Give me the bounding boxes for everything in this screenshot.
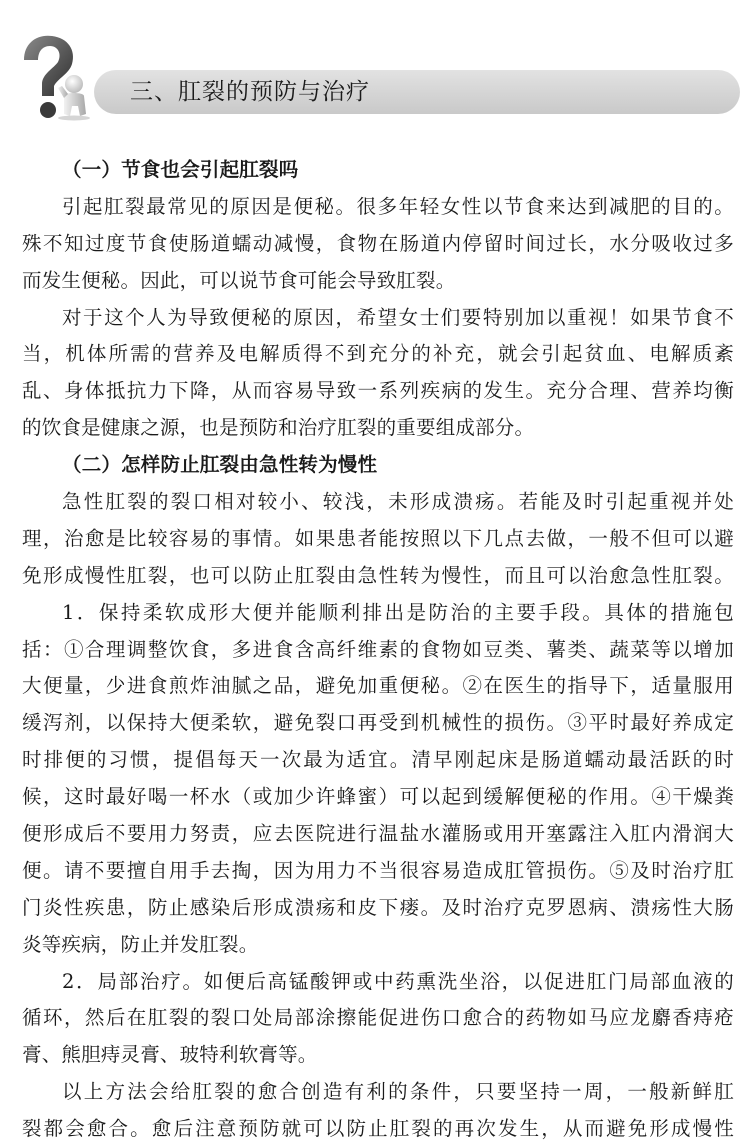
text-line: 急性肛裂的裂口相对较小、较浅，未形成溃疡。若能及时引起重视并处 (62, 490, 734, 514)
text-line: 而发生便秘。因此，可以说节食可能会导致肛裂。 (22, 268, 456, 292)
text-line: 1．保持柔软成形大便并能顺利排出是防治的主要手段。具体的措施包 (62, 600, 734, 624)
subsection-heading: （一）节食也会引起肛裂吗 (62, 158, 299, 181)
text-line: 裂都会愈合。愈后注意预防就可以防止肛裂的再次发生，从而避免形成慢性 (22, 1117, 734, 1141)
text-line: 理，治愈是比较容易的事情。如果患者能按照以下几点去做，一般不但可以避 (22, 526, 734, 550)
text-line: 乱、身体抵抗力下降，从而容易导致一系列疾病的发生。充分合理、营养均衡 (22, 379, 734, 403)
text-line: 时排便的习惯，提倡每天一次最为适宜。清早刚起床是肠道蠕动最活跃的时 (22, 748, 734, 772)
text-line: 对于这个人为导致便秘的原因，希望女士们要特别加以重视！如果节食不 (62, 305, 734, 329)
text-line: 缓泻剂，以保持大便柔软，避免裂口再受到机械性的损伤。③平时最好养成定 (22, 711, 734, 735)
section-header (14, 32, 740, 122)
text-line: 的饮食是健康之源，也是预防和治疗肛裂的重要组成部分。 (22, 416, 535, 440)
section-title: 三、肛裂的预防与治疗 (130, 79, 370, 105)
text-line: 门炎性疾患，防止感染后形成溃疡和皮下瘘。及时治疗克罗恩病、溃疡性大肠 (22, 895, 734, 919)
text-line: 炎等疾病，防止并发肛裂。 (22, 932, 259, 956)
text-line: 当，机体所需的营养及电解质得不到充分的补充，就会引起贫血、电解质紊 (22, 342, 734, 366)
text-line: 引起肛裂最常见的原因是便秘。很多年轻女性以节食来达到减肥的目的。 (62, 194, 734, 218)
text-line: 循环，然后在肛裂的裂口处局部涂擦能促进伤口愈合的药物如马应龙麝香痔疮 (22, 1006, 734, 1030)
text-line: 2．局部治疗。如便后高锰酸钾或中药熏洗坐浴，以促进肛门局部血液的 (62, 969, 734, 993)
text-line: 免形成慢性肛裂，也可以防止肛裂由急性转为慢性，而且可以治愈急性肛裂。 (22, 563, 734, 587)
body-text (22, 152, 734, 1148)
text-line: 便。请不要擅自用手去掏，因为用力不当很容易造成肛管损伤。⑤及时治疗肛 (22, 858, 734, 882)
text-line: 以上方法会给肛裂的愈合创造有利的条件，只要坚持一周，一般新鲜肛 (62, 1080, 734, 1104)
text-line: 便形成后不要用力努责，应去医院进行温盐水灌肠或用开塞露注入肛内滑润大 (22, 822, 734, 846)
question-mark-figure-icon (14, 32, 106, 122)
subsection-heading: （二）怎样防止肛裂由急性转为慢性 (62, 453, 378, 477)
text-line: 候，这时最好喝一杯水（或加少许蜂蜜）可以起到缓解便秘的作用。④干燥粪 (22, 785, 734, 809)
text-line: 膏、熊胆痔灵膏、玻特利软膏等。 (22, 1043, 318, 1067)
text-line: 括：①合理调整饮食，多进食含高纤维素的食物如豆类、薯类、蔬菜等以增加 (22, 637, 734, 661)
text-line: 殊不知过度节食使肠道蠕动减慢，食物在肠道内停留时间过长，水分吸收过多 (22, 231, 734, 255)
text-line: 大便量，少进食煎炸油腻之品，避免加重便秘。②在医生的指导下，适量服用 (22, 674, 734, 698)
